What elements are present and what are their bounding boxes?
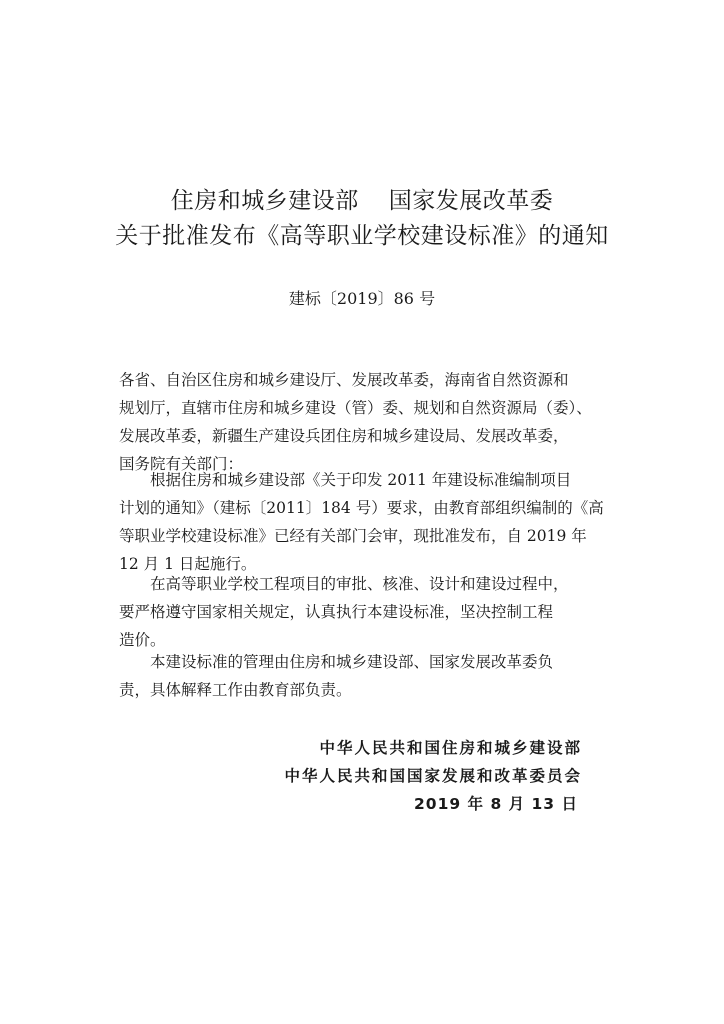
paragraph-line: 责，具体解释工作由教育部负责。 xyxy=(119,681,352,699)
paragraph-line: 等职业学校建设标准》已经有关部门会审，现批准发布，自 2019 年 xyxy=(119,527,587,545)
paragraph-requirements xyxy=(119,570,607,654)
title-issuers xyxy=(0,186,724,216)
addressee-block xyxy=(119,366,607,478)
paragraph-management xyxy=(119,648,607,704)
title-issuer-housing: 住房和城乡建设部 xyxy=(170,188,359,214)
title-issuer-ndrc: 国家发展改革委 xyxy=(388,188,554,214)
paragraph-approval xyxy=(119,466,607,578)
signature-issuer-housing: 中华人民共和国住房和城乡建设部 xyxy=(319,739,582,757)
paragraph-line: 要严格遵守国家相关规定，认真执行本建设标准，坚决控制工程 xyxy=(119,603,554,621)
paragraph-line: 根据住房和城乡建设部《关于印发 2011 年建设标准编制项目 xyxy=(150,471,572,489)
paragraph-line: 本建设标准的管理由住房和城乡建设部、国家发展改革委负 xyxy=(150,653,554,671)
paragraph-line: 在高等职业学校工程项目的审批、核准、设计和建设过程中， xyxy=(150,575,569,593)
document-number: 建标〔2019〕86 号 xyxy=(288,289,436,308)
paragraph-line: 造价。 xyxy=(119,631,166,649)
paragraph-line: 12 月 1 日起施行。 xyxy=(119,555,257,573)
addressee-line: 发展改革委，新疆生产建设兵团住房和城乡建设局、发展改革委， xyxy=(119,427,569,445)
addressee-line: 规划厅，直辖市住房和城乡建设（管）委、规划和自然资源局（委）、 xyxy=(119,399,592,417)
paragraph-line: 计划的通知》（建标〔2011〕184 号）要求，由教育部组织编制的《高 xyxy=(119,499,604,517)
signature-issuer-ndrc: 中华人民共和国国家发展和改革委员会 xyxy=(284,767,582,785)
addressee-line: 各省、自治区住房和城乡建设厅、发展改革委，海南省自然资源和 xyxy=(119,371,569,389)
addressee-line: 国务院有关部门： xyxy=(119,455,244,473)
signature-date: 2019 年 8 月 13 日 xyxy=(414,795,578,813)
document-title: 关于批准发布《高等职业学校建设标准》的通知 xyxy=(115,223,609,249)
